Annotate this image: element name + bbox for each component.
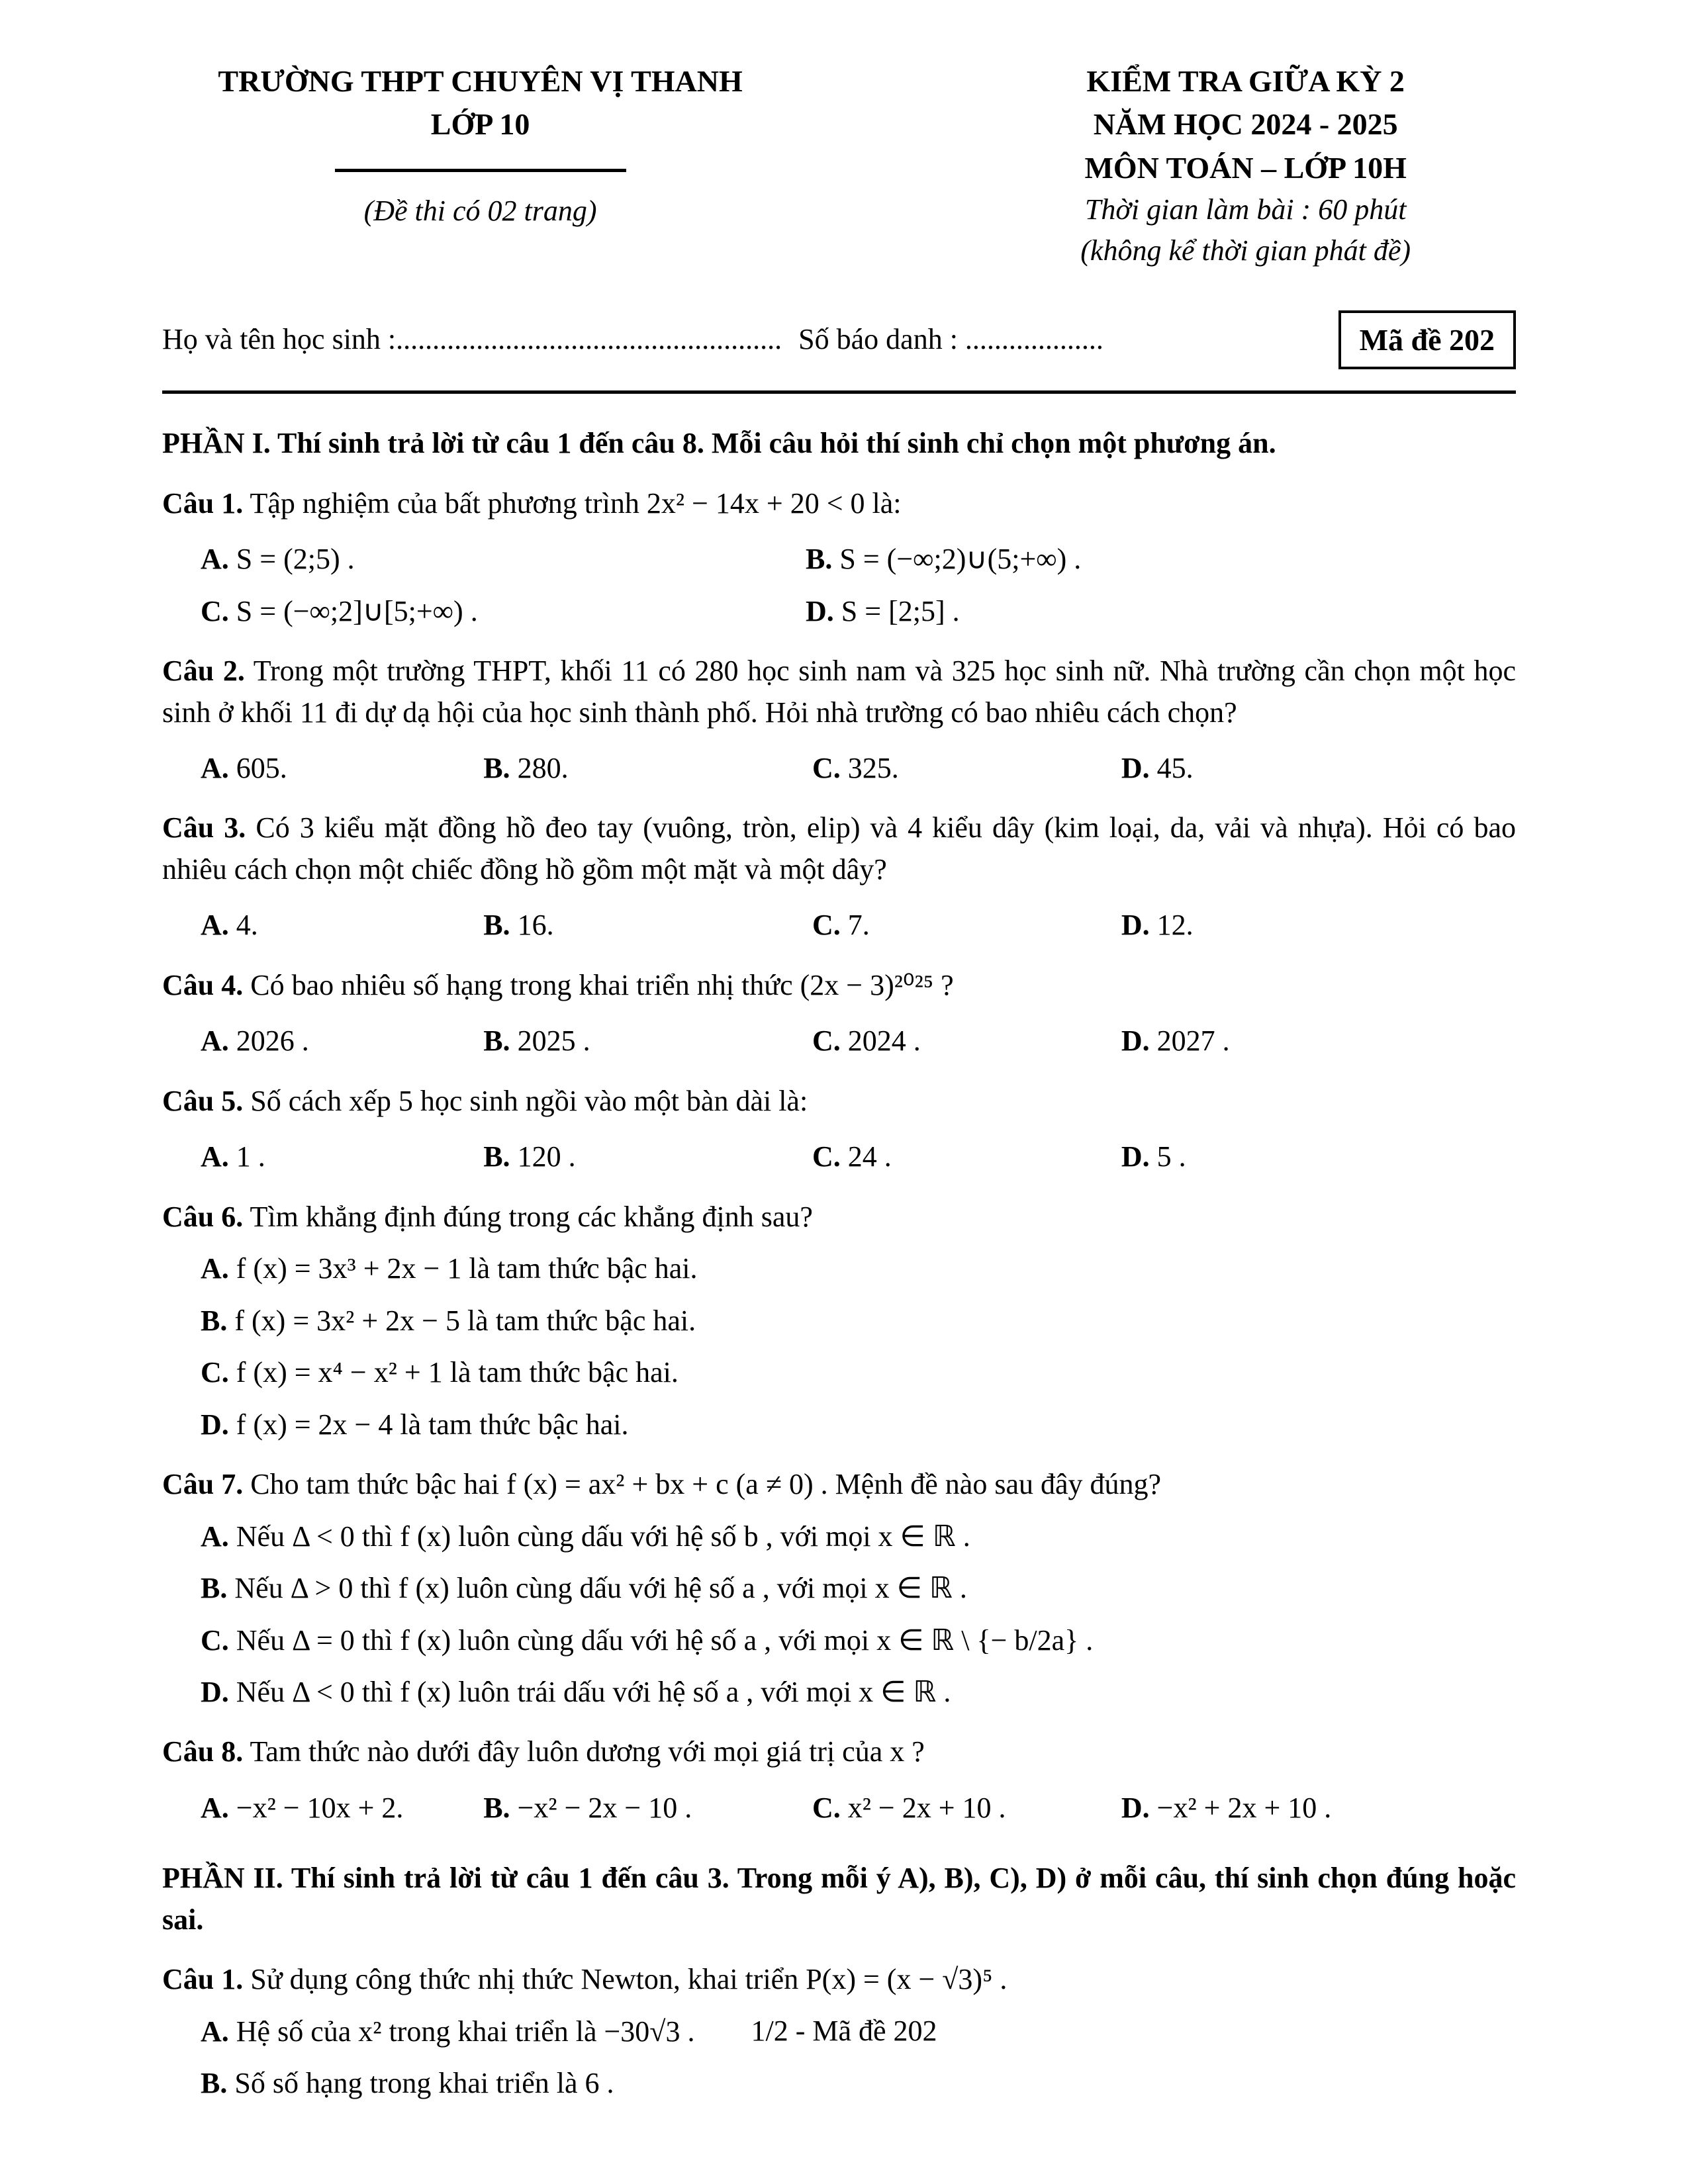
option-label: B. (483, 1791, 510, 1824)
option-label: D. (806, 594, 834, 627)
option-text: 5 . (1156, 1140, 1186, 1173)
option-text: f (x) = 3x³ + 2x − 1 là tam thức bậc hai. (236, 1252, 698, 1285)
question-label: Câu 8. (162, 1735, 244, 1768)
question-label: Câu 3. (162, 811, 246, 844)
option-text: 325. (847, 752, 899, 784)
question-stem (162, 1959, 1516, 2000)
option-label: D. (201, 1675, 229, 1708)
question (162, 807, 1516, 946)
options (162, 737, 1516, 789)
option-label: C. (201, 1356, 229, 1389)
option-text: x² − 2x + 10 . (847, 1791, 1006, 1824)
question-text: Cho tam thức bậc hai f (x) = ax² + bx + c (a ≠ 0) . Mệnh đề nào sau đây đúng? (250, 1468, 1162, 1501)
option-text: 24 . (847, 1140, 892, 1173)
option-label: B. (483, 909, 510, 942)
option (201, 1788, 483, 1829)
option (483, 748, 812, 789)
option (806, 591, 1516, 632)
option-text: f (x) = 2x − 4 là tam thức bậc hai. (236, 1408, 629, 1441)
option (201, 1568, 1516, 1609)
option (201, 591, 806, 632)
question-label: Câu 7. (162, 1468, 244, 1501)
option-label: D. (1121, 909, 1150, 942)
option-label: A. (201, 1520, 229, 1553)
option-label: B. (483, 1024, 510, 1058)
part2-title: PHẦN II. Thí sinh trả lời từ câu 1 đến câu 3. Trong mỗi ý A), B), C), D) ở mỗi câu, thí sinh chọn đúng hoặc sai. (162, 1862, 1516, 1936)
option (201, 1516, 1516, 1557)
option-text: Nếu Δ < 0 thì f (x) luôn cùng dấu với hệ số b , với mọi x ∈ ℝ . (236, 1520, 970, 1553)
option-label: C. (812, 752, 841, 784)
pages-note: (Đề thi có 02 trang) (363, 194, 597, 227)
option-text: 2026 . (236, 1024, 309, 1058)
option (1121, 1136, 1516, 1177)
question (162, 651, 1516, 789)
option-label: C. (201, 594, 229, 627)
option (201, 1300, 1516, 1342)
option (812, 1021, 1121, 1062)
question-label: Câu 6. (162, 1200, 244, 1233)
question-stem (162, 807, 1516, 890)
option-label: B. (806, 543, 833, 576)
option-text: Hệ số của x² trong khai triển là −30√3 . (236, 2015, 695, 2048)
option-label: A. (201, 543, 229, 576)
option (806, 539, 1516, 580)
option-label: C. (812, 1140, 841, 1173)
option-text: Số số hạng trong khai triển là 6 . (234, 2067, 614, 2100)
options (162, 1777, 1516, 1829)
option (201, 1136, 483, 1177)
option (812, 1788, 1121, 1829)
option-label: B. (483, 752, 510, 784)
question-stem (162, 651, 1516, 733)
option (812, 748, 1121, 789)
option-label: B. (201, 1304, 228, 1337)
duration-line: Thời gian làm bài : 60 phút (1084, 193, 1407, 226)
option (1121, 905, 1516, 946)
subject-line: MÔN TOÁN – LỚP 10H (1084, 150, 1407, 185)
option (201, 748, 483, 789)
option (201, 1021, 483, 1062)
option-label: C. (812, 1024, 841, 1058)
option (201, 1404, 1516, 1445)
option (1121, 1021, 1516, 1062)
option-label: A. (201, 1024, 229, 1058)
option-text: 605. (236, 752, 287, 784)
question-text: Tìm khẳng định đúng trong các khẳng định sau? (250, 1200, 813, 1233)
option (201, 1248, 1516, 1289)
option-label: A. (201, 2015, 229, 2048)
page-footer: 1/2 - Mã đề 202 (751, 2014, 937, 2047)
question-label: Câu 4. (162, 968, 244, 1001)
option-label: B. (201, 2067, 228, 2100)
question (162, 483, 1516, 632)
option-text: Nếu Δ < 0 thì f (x) luôn trái dấu với hệ số a , với mọi x ∈ ℝ . (236, 1675, 951, 1708)
option (812, 1136, 1121, 1177)
option (201, 1620, 1516, 1661)
question-text: Tập nghiệm của bất phương trình 2x² − 14x + 20 < 0 là: (250, 486, 902, 520)
option-text: 2027 . (1156, 1024, 1230, 1058)
option-label: D. (1121, 1791, 1150, 1824)
header-short-divider (335, 169, 626, 172)
option-text: 120 . (517, 1140, 576, 1173)
exam-title: KIỂM TRA GIỮA KỲ 2 (1086, 64, 1405, 98)
options (162, 1010, 1516, 1062)
option (201, 539, 806, 580)
option-label: A. (201, 1140, 229, 1173)
question (162, 1081, 1516, 1178)
option-text: 7. (847, 909, 870, 942)
options (162, 528, 1516, 632)
option (812, 905, 1121, 946)
option (1121, 1788, 1516, 1829)
option-text: −x² − 10x + 2. (236, 1791, 404, 1824)
question (162, 1197, 1516, 1445)
option (483, 1788, 812, 1829)
question (162, 1464, 1516, 1713)
question-stem (162, 1081, 1516, 1122)
question-stem (162, 483, 1516, 524)
question-text: Có 3 kiểu mặt đồng hồ đeo tay (vuông, tròn, elip) và 4 kiểu dây (kim loại, da, vải và nhựa). Hỏi có bao nhiêu cách chọn một chiếc đồng hồ gồm một mặt và một dây? (162, 811, 1516, 886)
question (162, 965, 1516, 1062)
option (201, 1352, 1516, 1393)
option-text: f (x) = x⁴ − x² + 1 là tam thức bậc hai. (236, 1356, 679, 1389)
school-name: TRƯỜNG THPT CHUYÊN VỊ THANH (218, 64, 743, 98)
options (162, 1516, 1516, 1713)
option-label: A. (201, 1252, 229, 1285)
option-text: 2025 . (517, 1024, 590, 1058)
option-text: −x² − 2x − 10 . (517, 1791, 692, 1824)
option (201, 905, 483, 946)
option-label: A. (201, 752, 229, 784)
option (201, 2063, 1516, 2104)
option-label: D. (1121, 752, 1150, 784)
question-text: Trong một trường THPT, khối 11 có 280 học sinh nam và 325 học sinh nữ. Nhà trường cần chọn một học sinh ở khối 11 đi dự dạ hội của học sinh thành phố. Hỏi nhà trường có bao nhiêu cách chọn? (162, 655, 1516, 729)
option (483, 1021, 812, 1062)
option-text: −x² + 2x + 10 . (1156, 1791, 1332, 1824)
option-text: 280. (517, 752, 569, 784)
option-text: S = [2;5] . (841, 594, 960, 627)
option-label: A. (201, 909, 229, 942)
option-text: f (x) = 3x² + 2x − 5 là tam thức bậc hai. (234, 1304, 696, 1337)
student-id-label: Số báo danh : ................... (798, 323, 1103, 356)
grade-label: LỚP 10 (430, 107, 530, 142)
header-exam-block (995, 60, 1496, 272)
duration-note: (không kể thời gian phát đề) (1080, 234, 1411, 267)
option-text: 45. (1156, 752, 1194, 784)
question (162, 1731, 1516, 1829)
option-label: D. (201, 1408, 229, 1441)
question-label: Câu 2. (162, 655, 245, 688)
option (1121, 748, 1516, 789)
option-text: S = (−∞;2)∪(5;+∞) . (839, 543, 1082, 576)
question-stem (162, 1731, 1516, 1772)
option-label: D. (1121, 1024, 1150, 1058)
option-label: C. (812, 1791, 841, 1824)
part1-title: PHẦN I. Thí sinh trả lời từ câu 1 đến câu 8. Mỗi câu hỏi thí sinh chỉ chọn một phương án. (162, 427, 1276, 460)
student-info-row (162, 310, 1516, 369)
school-year: NĂM HỌC 2024 - 2025 (1093, 107, 1398, 142)
option-label: C. (812, 909, 841, 942)
option (201, 1672, 1516, 1713)
page-header (162, 60, 1516, 272)
option-label: A. (201, 1791, 229, 1824)
header-school-block (162, 60, 798, 232)
option-text: 12. (1156, 909, 1194, 942)
header-divider-line (162, 390, 1516, 394)
option-label: C. (201, 1623, 229, 1657)
options (162, 1248, 1516, 1445)
question-text: Có bao nhiêu số hạng trong khai triển nhị thức (2x − 3)²⁰²⁵ ? (250, 968, 954, 1001)
question-stem (162, 965, 1516, 1006)
question-text: Sử dụng công thức nhị thức Newton, khai triển P(x) = (x − √3)⁵ . (250, 1963, 1008, 1996)
question-label: Câu 5. (162, 1084, 244, 1117)
option-text: Nếu Δ > 0 thì f (x) luôn cùng dấu với hệ số a , với mọi x ∈ ℝ . (234, 1572, 967, 1605)
option-text: S = (−∞;2]∪[5;+∞) . (236, 594, 478, 627)
option-text: 2024 . (847, 1024, 921, 1058)
option (483, 1136, 812, 1177)
option-label: B. (483, 1140, 510, 1173)
option-text: Nếu Δ = 0 thì f (x) luôn cùng dấu với hệ số a , với mọi x ∈ ℝ \ {− b/2a} . (236, 1623, 1094, 1657)
question-text: Số cách xếp 5 học sinh ngồi vào một bàn dài là: (250, 1084, 808, 1117)
options (162, 894, 1516, 946)
exam-code-box: Mã đề 202 (1338, 310, 1516, 369)
option-text: 1 . (236, 1140, 265, 1173)
question-stem (162, 1464, 1516, 1505)
options (162, 1126, 1516, 1177)
option-label: D. (1121, 1140, 1150, 1173)
question-label: Câu 1. (162, 1963, 244, 1996)
option-label: B. (201, 1572, 228, 1605)
option-text: 4. (236, 909, 258, 942)
question-label: Câu 1. (162, 486, 244, 520)
option-text: S = (2;5) . (236, 543, 355, 576)
option-text: 16. (517, 909, 554, 942)
question-stem (162, 1197, 1516, 1238)
student-name-label: Họ và tên học sinh :..................................................... (162, 323, 782, 356)
option (483, 905, 812, 946)
question-text: Tam thức nào dưới đây luôn dương với mọi giá trị của x ? (250, 1735, 925, 1768)
student-labels (162, 319, 1103, 360)
